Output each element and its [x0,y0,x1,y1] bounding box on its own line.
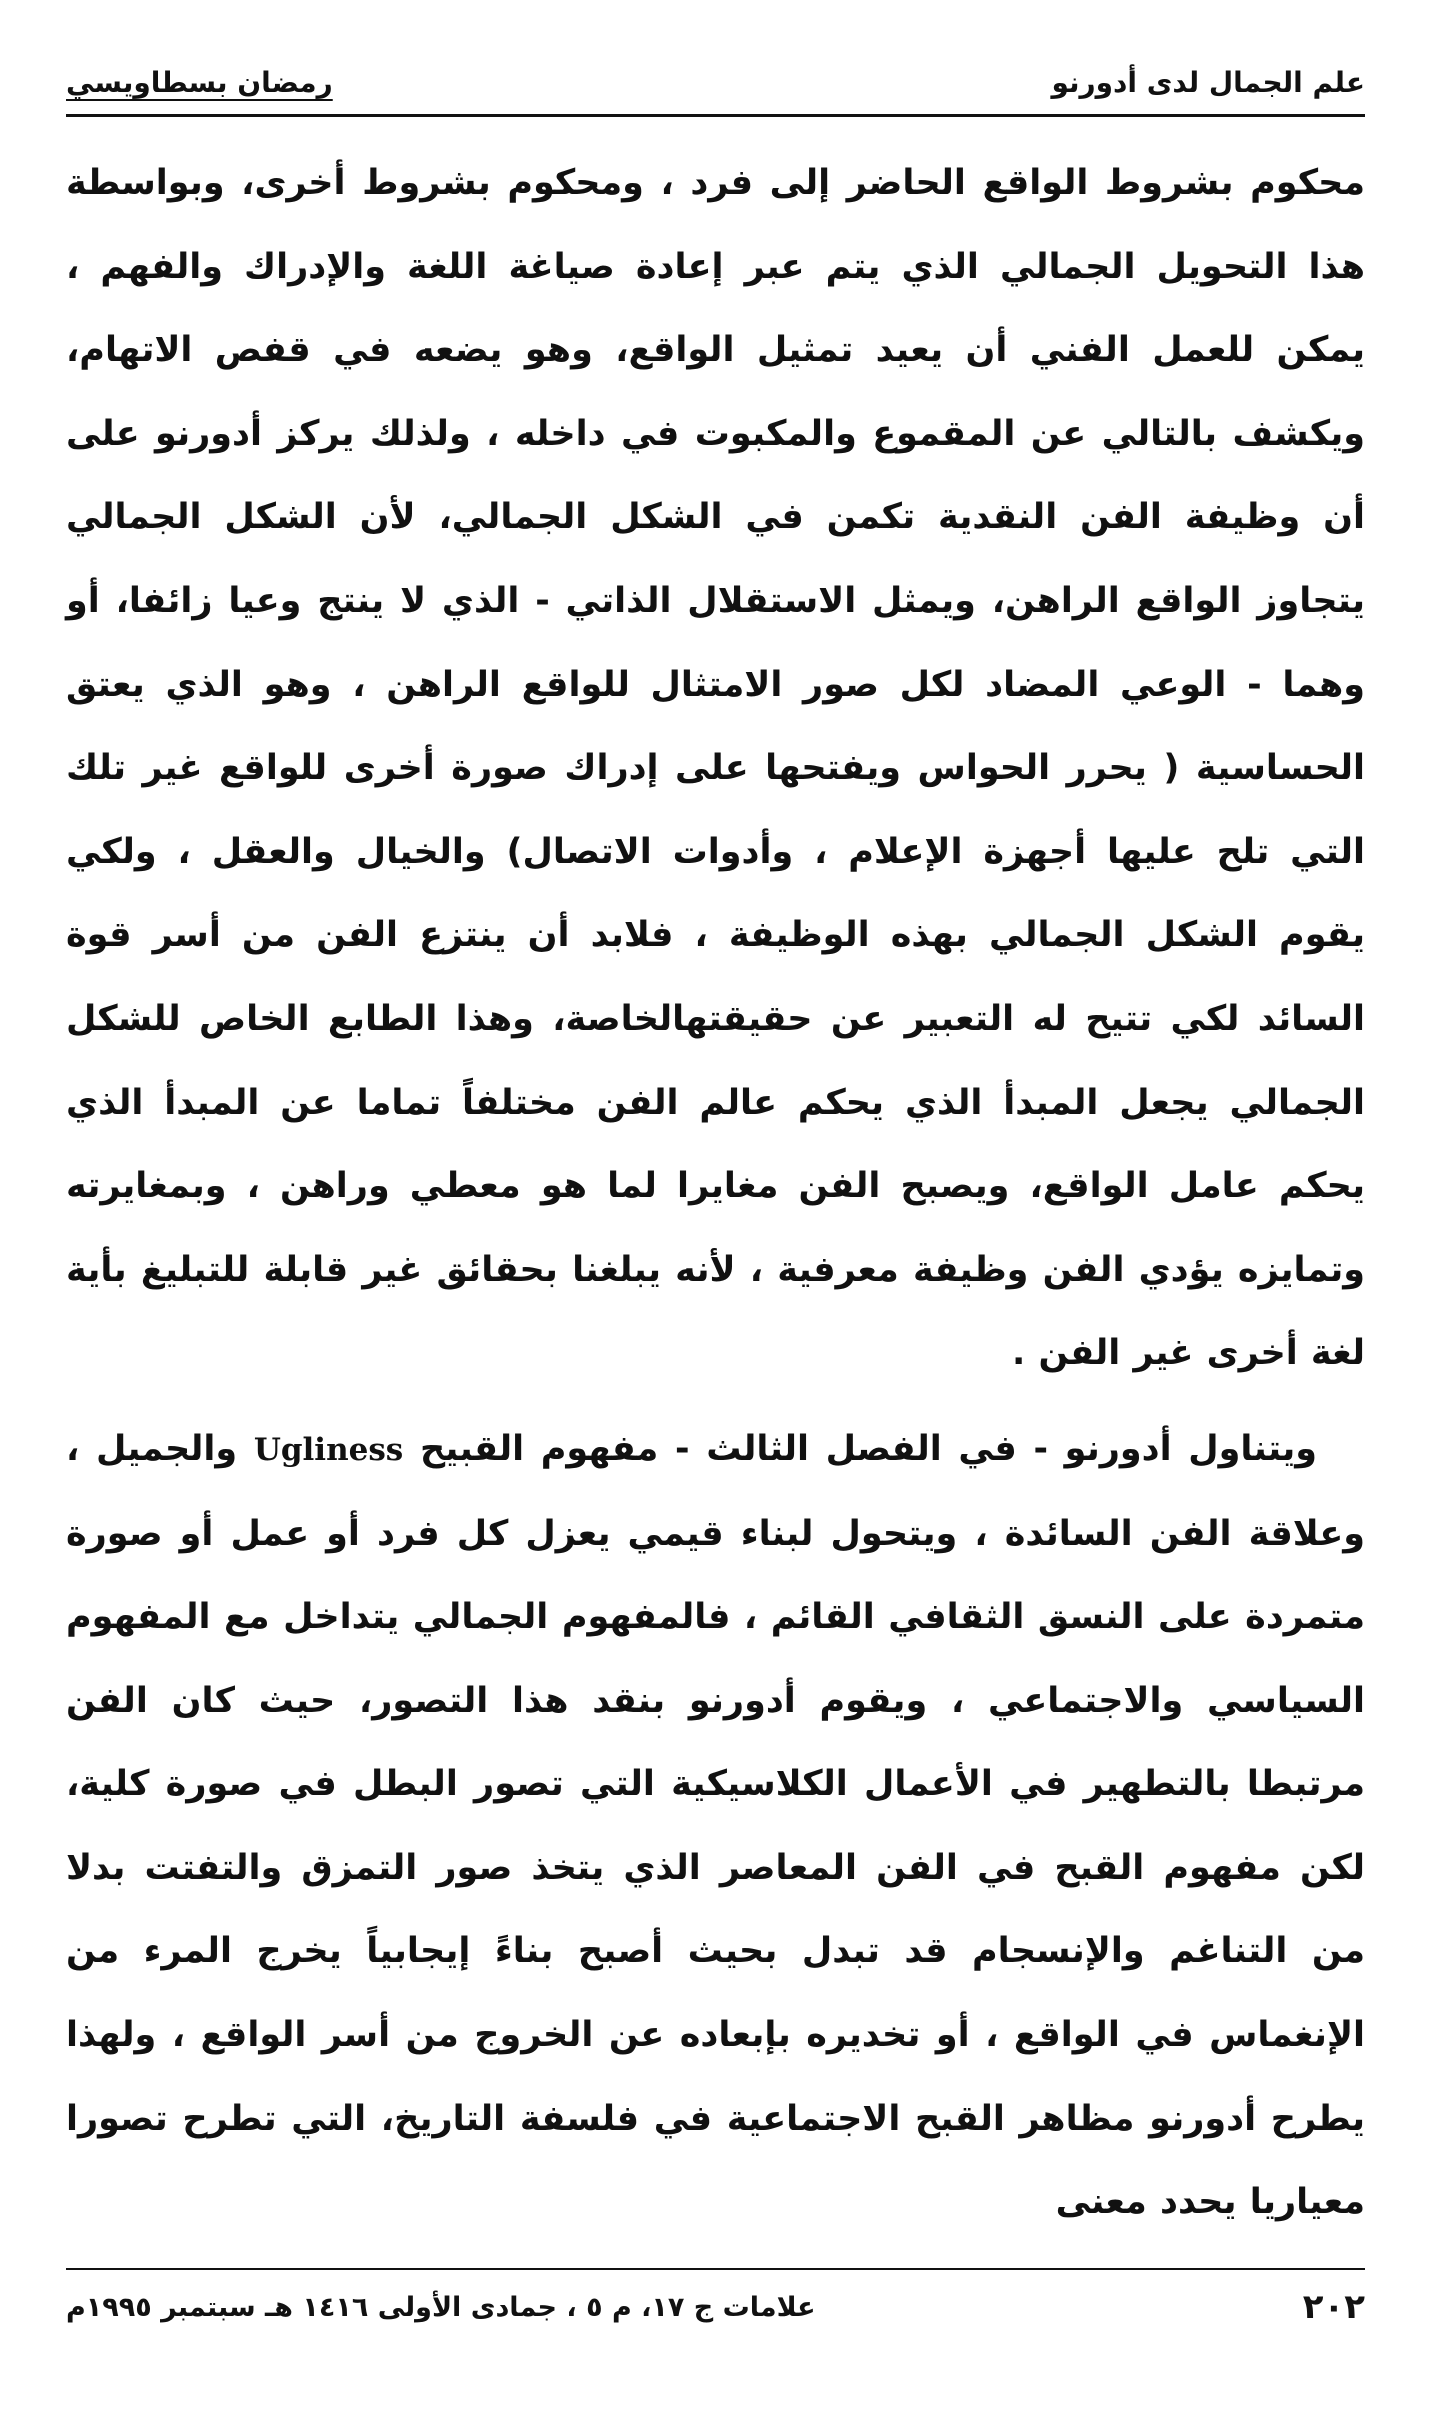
paragraph-two-continuation: والجميل ، وعلاقة الفن السائدة ، ويتحول لبناء قيمي يعزل كل فرد أو عمل أو صورة متمردة على النسق الثقافي القائم ، فالمفهوم الجمالي يتداخل مع المفهوم السياسي والاجتماعي ، ويقوم أدورنو بنقد هذا التصور، حيث كان الفن مرتبطا بالتطهير في الأعمال الكلاسيكية التي تصور البطل في صورة كلية، لكن مفهوم القبح في الفن المعاصر الذي يتخذ صور التمزق والتفتت بدلا من التناغم والإنسجام قد تبدل بحيث أصبح بناءً إيجابياً يخرج المرء من الإنغماس في الواقع ، أو تخديره بإبعاده عن الخروج من أسر الواقع ، ولهذا يطرح أدورنو مظاهر القبح الاجتماعية في فلسفة التاريخ، التي تطرح تصورا معياريا يحدد معنى [66,1428,1365,2223]
paragraph-two [66,1408,1365,2245]
paragraph-one: محكوم بشروط الواقع الحاضر إلى فرد ، ومحكوم بشروط أخرى، وبواسطة هذا التحويل الجمالي الذي يتم عبر إعادة صياغة اللغة والإدراك والفهم ، يمكن للعمل الفني أن يعيد تمثيل الواقع، وهو يضعه في قفص الاتهام، ويكشف بالتالي عن المقموع والمكبوت في داخله ، ولذلك يركز أدورنو على أن وظيفة الفن النقدية تكمن في الشكل الجمالي، لأن الشكل الجمالي يتجاوز الواقع الراهن، ويمثل الاستقلال الذاتي - الذي لا ينتج وعيا زائفا، أو وهما - الوعي المضاد لكل صور الامتثال للواقع الراهن ، وهو الذي يعتق الحساسية ( يحرر الحواس ويفتحها على إدراك صورة أخرى للواقع غير تلك التي تلح عليها أجهزة الإعلام ، وأدوات الاتصال) والخيال والعقل ، ولكي يقوم الشكل الجمالي بهذه الوظيفة ، فلابد أن ينتزع الفن من أسر قوة السائد لكي تتيح له التعبير عن حقيقتهالخاصة، وهذا الطابع الخاص للشكل الجمالي يجعل المبدأ الذي يحكم عالم الفن مختلفاً تماما عن المبدأ الذي يحكم عامل الواقع، ويصبح الفن مغايرا لما هو معطي وراهن ، وبمغايرته وتمايزه يؤدي الفن وظيفة معرفية ، لأنه يبلغنا بحقائق غير قابلة للتبليغ بأية لغة أخرى غير الفن . [66,163,1365,1374]
paragraph-two-opening: ويتناول أدورنو - في الفصل الثالث - مفهوم القبيح [419,1428,1318,1469]
page-number: ٢٠٢ [1302,2287,1365,2327]
journal-citation: علامات ج ١٧، م ٥ ، جمادى الأولى ١٤١٦ هـ سبتمبر ١٩٩٥م [66,2291,816,2323]
ugliness-term: Ugliness [253,1431,404,1468]
body-text [66,142,1365,2224]
book-title: علم الجمال لدى أدورنو [1051,66,1365,99]
footer-divider [66,2268,1365,2270]
running-footer [66,2283,1365,2331]
running-header [66,52,1365,117]
author-name: رمضان بسطاويسي [66,66,333,99]
